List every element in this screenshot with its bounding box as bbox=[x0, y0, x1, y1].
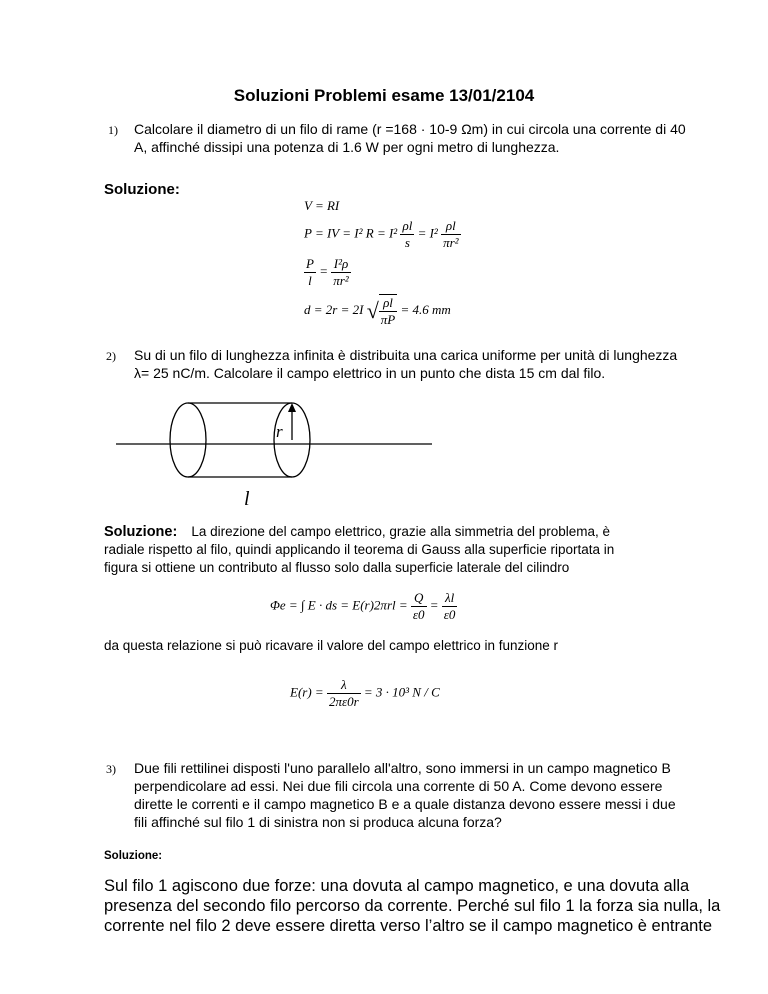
equation-diameter-rhs: = 4.6 mm bbox=[400, 301, 451, 317]
equation-gauss-mid: = bbox=[429, 597, 439, 613]
problem-2-solution-text-1: La direzione del campo elettrico, grazie alla simmetria del problema, è bbox=[191, 524, 611, 539]
radius-label: r bbox=[276, 422, 283, 441]
problem-2-text-line-2: λ= 25 nC/m. Calcolare il campo elettrico in un punto che dista 15 cm dal filo. bbox=[134, 365, 606, 381]
problem-1-solution-label: Soluzione: bbox=[104, 181, 180, 198]
sqrt-symbol: √ bbox=[366, 298, 379, 323]
equation-ppl-frac1-num: P bbox=[306, 256, 314, 271]
radius-arrowhead bbox=[288, 403, 296, 412]
equation-power-per-length bbox=[304, 256, 351, 289]
problem-2-solution-line-3: figura si ottiene un contributo al flusso solo dalla superficie laterale del cilindro bbox=[104, 560, 570, 575]
problem-3-text-line-1: Due fili rettilinei disposti l'uno parallelo all'altro, sono immersi in un campo magnetico B bbox=[134, 760, 671, 776]
problem-3-solution-line-2: presenza del secondo filo percorso da corrente. Perché sul filo 1 la forza sia nulla, la bbox=[104, 897, 721, 915]
equation-power-mid: = I² bbox=[417, 225, 438, 241]
equation-field-frac-num: λ bbox=[327, 677, 361, 694]
equation-diameter-sqrt-num: ρl bbox=[379, 295, 397, 312]
equation-diameter-lhs: d = 2r = 2I bbox=[304, 301, 364, 317]
equation-gauss bbox=[270, 590, 457, 623]
problem-3-text-line-3: dirette le correnti e il campo magnetico B e a quale distanza devono essere messi i due bbox=[134, 796, 676, 812]
length-label: l bbox=[244, 488, 250, 510]
equation-power-frac1-num: ρl bbox=[402, 218, 413, 233]
equation-gauss-frac1-num: Q bbox=[411, 590, 427, 607]
equation-ppl-mid: = bbox=[319, 263, 328, 279]
equation-power-frac1-den: s bbox=[404, 235, 410, 250]
equation-electric-field bbox=[290, 677, 440, 710]
cylinder-left-face-front bbox=[170, 403, 206, 477]
problem-2-solution-label: Soluzione: bbox=[104, 524, 178, 540]
equation-ppl-frac1-den: l bbox=[308, 273, 312, 288]
equation-gauss-frac1-den: ε0 bbox=[412, 607, 425, 622]
cylinder-figure bbox=[110, 398, 440, 518]
problem-3-text-line-2: perpendicolare ad essi. Nei due fili circola una corrente di 50 A. Come devono essere bbox=[134, 778, 663, 794]
page-title: Soluzioni Problemi esame 13/01/2104 bbox=[233, 86, 535, 105]
equation-power-frac2-den: πr² bbox=[443, 235, 459, 250]
equation-ppl-frac2-num: I²ρ bbox=[331, 256, 350, 273]
equation-field-lhs: E(r) = bbox=[290, 684, 324, 700]
problem-3-text-line-4: fili affinché sul filo 1 di sinistra non si produca alcuna forza? bbox=[134, 814, 502, 830]
problem-2-number: 2) bbox=[106, 349, 116, 363]
problem-2-text-line-1: Su di un filo di lunghezza infinita è distribuita una carica uniforme per unità di lunghezza bbox=[134, 347, 678, 363]
equation-diameter-sqrt-den: πP bbox=[380, 312, 396, 327]
equation-field-frac-den: 2πε0r bbox=[328, 694, 359, 709]
equation-ppl-frac2-den: πr² bbox=[333, 273, 349, 288]
equation-power-frac2-num: ρl bbox=[441, 218, 460, 235]
problem-2-solution-line-2: radiale rispetto al filo, quindi applicando il teorema di Gauss alla superficie riportata in bbox=[104, 542, 615, 557]
equation-field-rhs: = 3 · 10³ N / C bbox=[363, 684, 440, 700]
equation-power bbox=[304, 218, 461, 251]
problem-3-number: 3) bbox=[106, 762, 116, 776]
problem-1-text-line-1: Calcolare il diametro di un filo di rame (r =168 · 10-9 Ωm) in cui circola una corrente di 40 bbox=[134, 121, 686, 137]
equation-gauss-lhs: Φe = ∫ E · ds = E(r)2πrl = bbox=[270, 597, 408, 613]
problem-1-number: 1) bbox=[108, 123, 118, 137]
equation-gauss-frac2-den: ε0 bbox=[443, 607, 456, 622]
problem-2-solution-line-1 bbox=[104, 523, 664, 541]
equation-power-lhs: P = IV = I² R = I² bbox=[304, 225, 398, 241]
problem-2-middle-text: da questa relazione si può ricavare il valore del campo elettrico in funzione r bbox=[104, 638, 558, 653]
problem-3-solution-line-1: Sul filo 1 agiscono due forze: una dovuta al campo magnetico, e una dovuta alla bbox=[104, 877, 690, 895]
equation-diameter bbox=[304, 294, 451, 328]
equation-ohm-law: V = RI bbox=[304, 198, 340, 213]
problem-1-text-line-2: A, affinché dissipi una potenza di 1.6 W per ogni metro di lunghezza. bbox=[134, 139, 560, 155]
problem-3-solution-label: Soluzione: bbox=[104, 850, 163, 862]
equation-gauss-frac2-num: λl bbox=[442, 590, 458, 607]
problem-3-solution-line-3: corrente nel filo 2 deve essere diretta verso l’altro se il campo magnetico è entrante bbox=[104, 917, 713, 935]
